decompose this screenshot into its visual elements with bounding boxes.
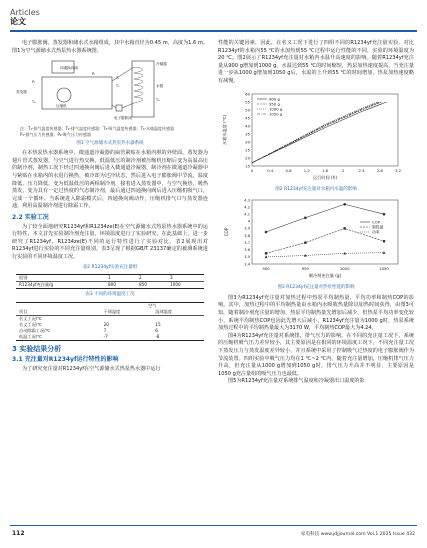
section-heading: 3 实验结果分析: [12, 344, 62, 353]
table-cell: 1000: [170, 282, 181, 288]
diagram-label: 电子膨胀阀: [114, 116, 132, 121]
section-header: [10, 8, 40, 26]
table-header: 湿球温度: [155, 308, 173, 314]
table-cell: R1234yf充注量/g: [19, 282, 54, 288]
y-tick-label: 3.4: [244, 262, 250, 267]
table-header: 项目: [19, 308, 28, 314]
table-cell: 低温工况/℃: [19, 333, 42, 339]
table-header: 2: [139, 275, 142, 281]
x-tick-label: 1.2: [303, 167, 310, 173]
diagram-label: 蒸发器: [16, 90, 27, 95]
y-tick-label: 3.6: [244, 248, 250, 253]
x-axis-label: 运行时间 (h): [312, 174, 338, 180]
figure-caption: 图3 R1234yf充注量对热泵性能的影响: [277, 285, 355, 291]
table-group-header: 空气: [148, 302, 157, 308]
system-diagram: [12, 57, 208, 125]
data-point: [265, 252, 267, 254]
y-tick-label: 60: [245, 90, 250, 96]
section-label-zh: 论文: [10, 17, 26, 26]
table-caption: 表3 不同的环境温度工况: [85, 292, 135, 298]
table-header: 干球温度: [103, 308, 121, 314]
table-cell: -8: [155, 333, 160, 339]
left-column: [12, 40, 208, 373]
x-tick-label: 0.4: [267, 167, 274, 173]
y-tick-label: 3.7: [244, 241, 250, 246]
y-tick-label: 35: [245, 130, 250, 136]
data-point: [265, 231, 268, 234]
y-tick-label: 45: [245, 114, 250, 120]
x-axis-label: 制冷剂充注量 (g): [308, 273, 342, 279]
diagram-label: 冷凝器: [156, 62, 167, 67]
table-charge: [16, 274, 204, 289]
series-line: [266, 204, 384, 235]
legend-label: 制热量: [372, 224, 384, 230]
y-tick-label: 50: [245, 106, 250, 112]
page-number: 112: [12, 530, 25, 537]
sensor-label: T₃: [32, 100, 36, 105]
y-tick-label: 3.8: [244, 234, 250, 239]
x-tick-label: 2: [342, 167, 345, 173]
legend-label: 900 g: [269, 95, 280, 101]
paragraph-continued: 性能的关键因素，因此，在名义工况下进行了四组不同的R1234yf充注量实验。对比R1234yf的水箱内55 ℃的水加热到55 ℃过程中运行性能的不同，实验的环境温度为20 ℃。图2展示了R1234yf充注量对水箱内水温升高速度的影响。随着R1234yf充注量从900 g增加到1000 g，水温达到55 ℃的时间缩短，热泵加热速度提高，当充注量进一步从1000 g增加到1050 g后，水温的上升到55 ℃的时间增加，热泵加热速度略有减慢。: [218, 40, 414, 84]
x-tick-label: 0.8: [285, 167, 292, 173]
sensor-label: P₂: [32, 80, 36, 85]
table-header: 3: [170, 275, 173, 281]
y-tick-label: 4.1: [244, 212, 250, 217]
x-tick-label: 950: [301, 266, 309, 272]
table-conditions: [16, 302, 204, 341]
table-cell: 6: [155, 327, 158, 333]
diagram-label: 四通换向阀: [60, 66, 78, 71]
paragraph-pressure: 图4为R1234yf充注量对系统排、排气压力的影响。在不同的充注量工况下，系统的压缩机吸气压力差异较小，其主要原因是在相同的环境温度工况下，不同充注量工况下蒸发压力与蒸发温度差异较小，并且系统中采用了控制吸气过热度的电子膨胀阀作为节流装置。四组实验中吸气压力均在1 ℃~2 ℃内。随着充注量增加，压缩机排气压力升高，但充注量从1000 g增加到1050 g时，排气压力升高并不明显，主要原因是1050 g充注量组的吸气压力也最低。: [218, 332, 414, 377]
figure-note: P₁-排气压力传感器；P₂-吸气压力传感器: [20, 132, 91, 138]
y-axis-label: 水箱水温度 (℃): [222, 114, 227, 145]
legend-label: COP: [372, 219, 380, 225]
x-tick-label: 1.6: [321, 167, 329, 173]
data-point: [304, 217, 307, 220]
legend-label: 1000 g: [269, 105, 283, 111]
table-header: 组别: [19, 275, 28, 281]
paragraph-3-1: 为了研究充注量对R1234yf在空气源储水式热泵热水器中运行: [22, 365, 161, 372]
x-tick-label: 1000: [339, 266, 350, 272]
footer-rule: [10, 525, 417, 526]
table-cell: 800: [107, 282, 116, 288]
table-cell: 名义工况/℃: [19, 321, 42, 327]
paragraph-fig5: 图5为R1234yf充注量对系统排气温度和冷凝器出口温度的影: [228, 378, 365, 385]
data-point: [343, 227, 345, 229]
header-rule: [10, 30, 417, 32]
y-tick-label: 55: [245, 98, 250, 104]
table-cell: 20: [103, 321, 109, 327]
legend-label: 950 g: [269, 100, 280, 106]
journal-info: 家电科技 www.jdjjournal.com Vol.1 2025 Issue 432: [300, 532, 415, 537]
series-line: [266, 253, 384, 257]
table-cell: 7: [103, 327, 107, 333]
x-tick-label: 1050: [379, 266, 389, 272]
data-point: [304, 242, 306, 244]
table-cell: 15: [155, 321, 161, 327]
diagram-label: 水箱: [156, 84, 164, 89]
y-axis-label: COP: [224, 227, 229, 237]
table-cell: -7: [103, 333, 108, 339]
paragraph-performance: 图3为R1234yf充注量对加热过程中热泵平均制热量、平均功率和制热COP的影响。其中，加热过程中的平均制热量由水箱内水吸收热量除以加热时间获得，由图3可知，随着制冷剂充注量的增加，热泵平均制热量先增加后减少，但热泵平均功率变化较小，系统平均制热COP也因此先增大后减小，R1234yf充注量为1000 g时，热泵系统加热过程中的平均制热量最大为3170 W，平均制热COP最大为4.24。: [218, 294, 414, 332]
subsection-heading: 2.2 实验工况: [12, 213, 49, 221]
x-tick-label: 2.4: [358, 167, 365, 173]
data-point: [383, 240, 385, 242]
y-tick-label: 15: [245, 162, 250, 168]
table-cell: 850: [139, 282, 147, 288]
x-tick-label: 3.2: [394, 167, 402, 173]
legend-label: 功率: [372, 229, 380, 235]
x-tick-label: 0: [250, 167, 254, 173]
figure-caption: 图1 空气源储水式热泵热水器系统: [76, 140, 144, 146]
y-tick-label: 40: [245, 122, 250, 128]
data-point: [383, 251, 386, 254]
y-tick-label: 3.5: [244, 255, 250, 260]
diagram-label: 压缩机: [56, 104, 67, 109]
y-tick-label: 3.9: [244, 226, 250, 231]
sensor-label: P₁: [92, 72, 96, 77]
y-tick-label: 20: [245, 154, 250, 160]
sensor-label: T₁: [116, 76, 120, 81]
data-point: [383, 213, 386, 216]
data-point: [343, 252, 346, 255]
paragraph-method: 在本热泵热水器系统中，微通道冷凝器的扁管紧贴在水箱内胆的外壁面。蒸发器为翅片管式蒸发器，与空气进行热交换。低温低压的制冷剂被压缩机压缩后变为高温高压的制冷剂，制热工况下经过四通换向阀后进入微通道冷凝器，制冷剂在微通道冷凝器中与紧贴在水箱内的水进行换热，被冷却为过冷状态，然后进入电子膨胀阀中节流，温度降低，压力降低，变为低温低压的两相制冷剂，接着进入蒸发器中，与空气换热，吸热蒸发，变为具有一定过热度的气态制冷剂，最后通过四通换向阀后进入压缩机吸气口，完成一个循环。当系统进入除霜模式后，四通换向阀动作，压缩机排气口与蒸发器连通，利用高温制冷剂进行除霜工作。: [12, 150, 208, 210]
paragraph-intro: 电子膨胀阀、蒸发器和储水式水箱组成，其中水箱直径为0.45 m，高度为1.6 m。图1为空气源储水式热泵热水器系统图。: [12, 40, 208, 54]
table-caption: 表2 R1234yf实验充注量组: [82, 264, 138, 270]
table-cell: 自动除霜工况/℃: [19, 327, 51, 333]
y-tick-label: 30: [245, 138, 250, 144]
sensor-label: T₂: [116, 84, 120, 89]
y-tick-label: 4.3: [244, 198, 250, 203]
table-header: 1: [107, 275, 111, 281]
table-row: [16, 334, 204, 341]
sensor-label: T₄: [156, 98, 160, 103]
legend-label: 1050 g: [269, 110, 283, 116]
paragraph-conditions: 为了较全面地研究R1234yf和R1234ze(E)在空气源储水式热泵热水器系统中的运行特性，本文首先实验制冷剂充注量，环境温度进行了实验研究。在此基础上，进一步研究了R1234yf、R1234ze(E)不同的运行特性进行了实验对比。表2展现出对R1234yf进行实验的不同充注量组别，表3呈现了根据GB/T 23137确定的被测系统进行实验的不同环境温度工况。: [12, 223, 208, 260]
figure-note: 注：T₁-排气温度传感器；T₂-排气温度传感器；T₃-吸气温度传感器；T₄-水箱温度传感器: [20, 126, 174, 132]
heat-pump-performance-chart: [218, 196, 414, 282]
right-column: [218, 40, 414, 386]
water-temperature-chart: [218, 88, 414, 184]
section-label-en: Articles: [10, 8, 40, 17]
y-tick-label: 4.2: [244, 205, 250, 210]
figure-caption: 图2 R1234yf充注量对水箱内水温的影响: [275, 186, 357, 192]
table-cell: 名义工况/℃: [19, 315, 42, 321]
y-tick-label: 25: [245, 146, 250, 152]
x-tick-label: 2.8: [376, 167, 383, 173]
data-point: [343, 203, 346, 206]
y-tick-label: 4: [247, 219, 250, 224]
subsection-heading: 3.1 充注量对R1234yf运行特性的影响: [12, 356, 119, 364]
x-tick-label: 900: [262, 266, 270, 272]
